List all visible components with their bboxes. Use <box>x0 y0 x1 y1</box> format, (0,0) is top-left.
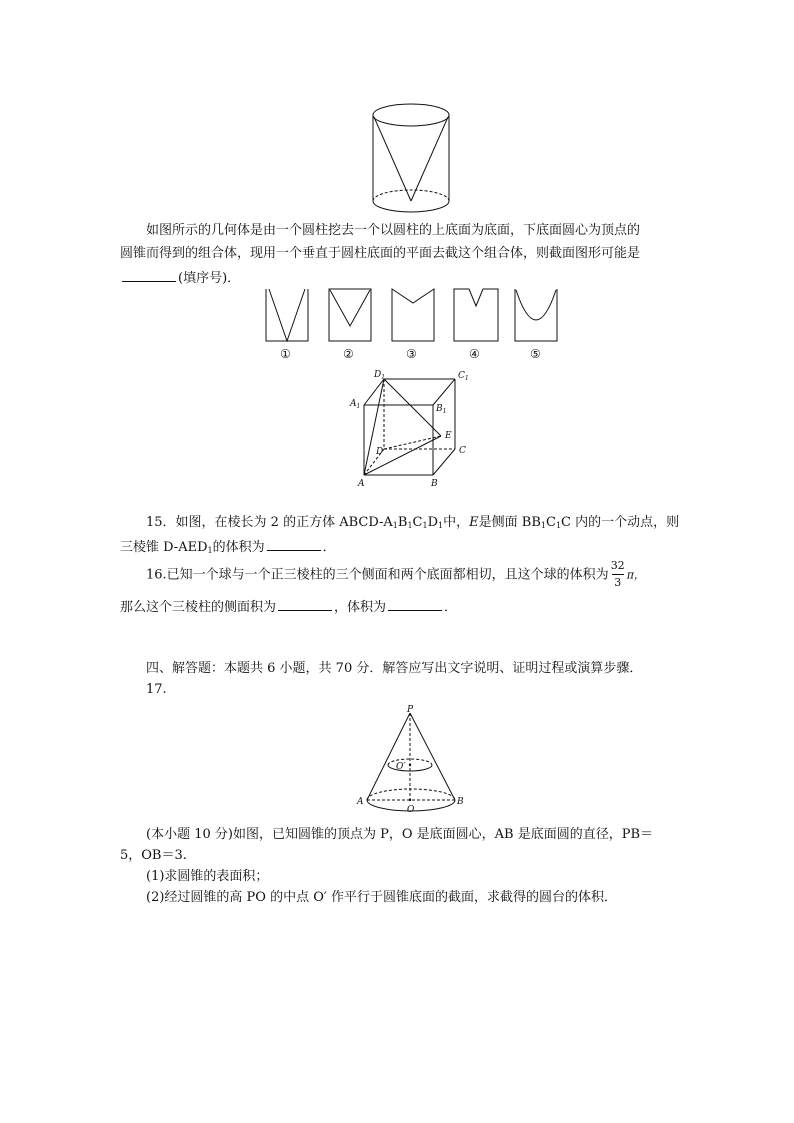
cone-figure <box>350 704 474 820</box>
q14-line-1: 如图所示的几何体是由一个圆柱挖去一个以圆柱的上底面为底面，下底面圆心为顶点的 <box>146 223 641 238</box>
option-2-shape <box>329 289 371 341</box>
q17-number: 17. <box>146 682 167 697</box>
option-3-label: ③ <box>406 347 417 361</box>
fraction-32-over-3: $\frac{32}{3}$ <box>610 559 625 589</box>
label-D1: $D_1$ <box>374 370 386 381</box>
label-O: O <box>407 805 415 815</box>
cylinder-bottom-back <box>373 190 449 201</box>
label-E: E <box>445 431 452 441</box>
option-1-label: ① <box>280 347 291 361</box>
option-2-label: ② <box>343 347 354 361</box>
label-B-cone: B <box>457 797 464 807</box>
section-4-header: 四、解答题：本题共 6 小题，共 70 分．解答应写出文字说明、证明过程或演算步骤． <box>146 661 643 676</box>
q14-line-3-tail: (填序号)． <box>178 271 241 286</box>
label-D: D <box>376 447 384 457</box>
q14-line-2: 圆锥而得到的组合体，现用一个垂直于圆柱底面的平面去截这个组合体，则截面图形可能是 <box>120 246 641 261</box>
cylinder-cone-figure <box>366 100 456 218</box>
option-4-label: ④ <box>469 347 480 361</box>
label-O-prime: O′ <box>396 762 406 772</box>
q17-line-1: (本小题 10 分)如图，已知圆锥的顶点为 P，O 是底面圆心，AB 是底面圆的直径，PB＝ <box>146 827 653 842</box>
label-B: B <box>431 479 438 489</box>
answer-blank-q16-volume[interactable] <box>388 598 442 611</box>
option-3-shape <box>392 289 434 341</box>
cylinder-top-ellipse <box>373 104 449 126</box>
answer-blank-q15[interactable] <box>267 538 321 551</box>
cube-figure <box>346 366 476 492</box>
q16-line-1: 16.已知一个球与一个正三棱柱的三个侧面和两个底面都相切，且这个球的体积为 $\frac{32}{3}$ π， <box>146 559 645 589</box>
label-C1: $C_1$ <box>458 371 469 382</box>
label-A-cone: A <box>357 797 364 807</box>
q15-line-2: 三棱锥 $D-AED_1$的体积为 ． <box>120 540 336 555</box>
q16-line-2: 那么这个三棱柱的侧面积为 ，体积为 ． <box>120 600 458 615</box>
option-5-label: ⑤ <box>530 347 541 361</box>
answer-blank-q16-area[interactable] <box>278 598 332 611</box>
q17-line-2: 5，OB＝3. <box>120 848 187 863</box>
label-A1: $A_1$ <box>350 399 361 410</box>
q15-line-1: 15．如图，在棱长为 2 的正方体 ABCD-$A_1B_1C_1D_1$中，E是侧面 $BB_1C_1C$ 内的一个动点，则 <box>146 515 680 530</box>
option-5-shape <box>515 289 557 341</box>
q17-part-1: (1)求圆锥的表面积； <box>146 869 269 884</box>
cone-left-edge <box>374 117 411 201</box>
q14-line-3 <box>120 269 240 287</box>
option-1-shape <box>266 289 308 341</box>
label-A: A <box>358 479 365 489</box>
cross-section-options <box>258 286 558 364</box>
label-P: P <box>407 705 414 715</box>
q17-part-2: (2)经过圆锥的高 PO 的中点 O′ 作平行于圆锥底面的截面，求截得的圆台的体积． <box>146 890 617 905</box>
option-4-shape <box>454 289 498 341</box>
answer-blank-q14[interactable] <box>122 269 176 282</box>
cone-right-edge <box>411 117 448 201</box>
label-C: C <box>459 446 466 456</box>
cylinder-bottom-front <box>373 201 449 212</box>
label-B1: $B_1$ <box>436 404 447 415</box>
